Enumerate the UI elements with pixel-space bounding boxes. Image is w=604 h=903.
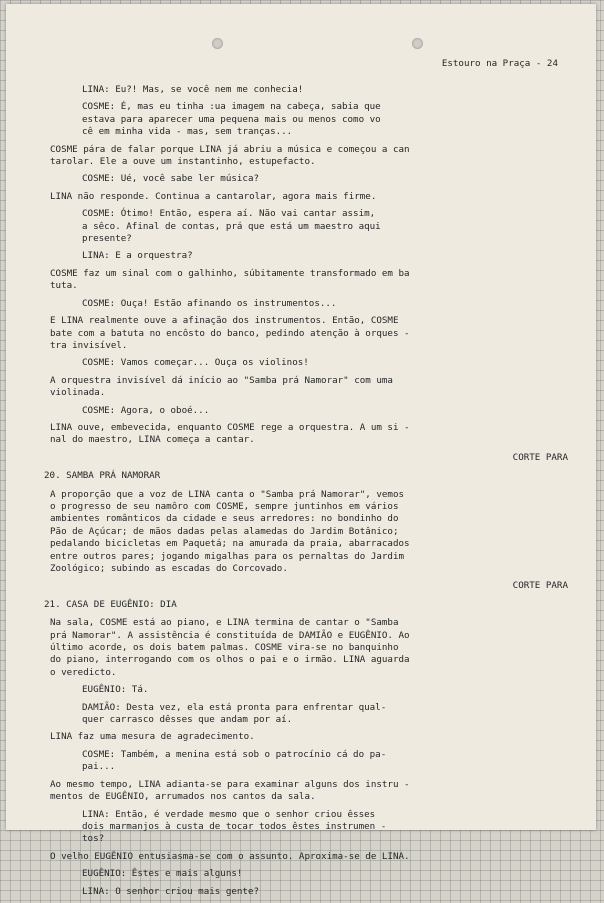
dialog-line: COSME: Vamos começar... Ouça os violinos! (82, 357, 309, 369)
action-line: LINA não responde. Continua a cantarolar, agora mais firme. (50, 190, 377, 202)
dialog-line: COSME: Ótimo! Então, espera aí. Não vai cantar assim, a sêco. Afinal de contas, prá que está um maestro aqui presente? (82, 208, 381, 245)
dialog-line: LINA: E a orquestra? (82, 250, 193, 262)
action-line: A orquestra invisível dá início ao "Samba prá Namorar" com uma violinada. (50, 374, 393, 399)
dialog-line: LINA: Então, é verdade mesmo que o senhor criou êsses dois marmanjos à custa de tocar todos êstes instrumen - tos? (82, 808, 387, 845)
script-body (44, 84, 568, 903)
action-line: A proporção que a voz de LINA canta o "Samba prá Namorar", vemos o progresso de seu namôro com COSME, sempre juntinhos em vários ambientes românticos da cidade e seus arredores: no bondinho do Pão de Açúcar; de mãos dadas pelas alamedas do Jardim Botânico; pedalando bicicletas em Paquetá; na amurada da praia, abarracados entre outros pares; jogando migalhas para os pernaltas do Jardim Zoológico; subindo as escadas do Corcovado. (50, 488, 410, 574)
action-line: O velho EUGÊNIO entusiasma-se com o assunto. Aproxima-se de LINA. (50, 850, 410, 862)
page-header: Estouro na Praça - 24 (441, 58, 558, 69)
action-line: COSME faz um sinal com o galhinho, súbitamente transformado em ba tuta. (50, 267, 410, 292)
punch-hole (212, 38, 223, 49)
dialog-line: LINA: O senhor criou mais gente? (82, 885, 260, 897)
dialog-line: EUGÊNIO: Êstes e mais alguns! (82, 868, 243, 880)
dialog-line: COSME: Também, a menina está sob o patrocínio cá do pa- pai... (82, 748, 387, 773)
dialog-line: COSME: É, mas eu tinha :ua imagem na cabeça, sabia que estava para aparecer uma pequena mais ou menos como vo cê em minha vida - mas, sem tranças... (82, 101, 381, 138)
dialog-line: COSME: Ouça! Estão afinando os instrumentos... (82, 297, 337, 309)
action-line: E LINA realmente ouve a afinação dos instrumentos. Então, COSME bate com a batuta no encôsto do banco, pedindo atenção à orques - tra invisível. (50, 315, 410, 351)
action-line: Na sala, COSME está ao piano, e LINA termina de cantar o "Samba prá Namorar". A assistência é constituída de DAMIÃO e EUGÊNIO. Ao último acorde, os dois batem palmas. COSME vira-se no banquinho do piano, interrogando com os olhos o pai e o irmão. LINA aguarda o veredicto. (50, 617, 410, 678)
action-line: LINA faz uma mesura de agradecimento. (50, 731, 255, 743)
script-page (6, 4, 596, 897)
transition-cut: CORTE PARA (512, 580, 568, 592)
action-line: COSME pára de falar porque LINA já abriu a música e começou a can tarolar. Ele a ouve um instantinho, estupefacto. (50, 143, 410, 168)
dialog-line: COSME: Agora, o oboé... (82, 404, 210, 416)
action-line: Ao mesmo tempo, LINA adianta-se para examinar alguns dos instru - mentos de EUGÊNIO, arrumados nos cantos da sala. (50, 778, 410, 803)
punch-hole (412, 38, 423, 49)
dialog-line: DAMIÃO: Desta vez, ela está pronta para enfrentar qual- quer carrasco dêsses que andam por aí. (82, 701, 387, 726)
scene-heading: 21. CASA DE EUGÊNIO: DIA (44, 598, 177, 610)
dialog-line: LINA: Eu?! Mas, se você nem me conhecia! (82, 84, 304, 95)
dialog-line: COSME: Ué, você sabe ler música? (82, 173, 260, 185)
scene-heading: 20. SAMBA PRÁ NAMORAR (44, 470, 161, 482)
transition-cut: CORTE PARA (512, 451, 568, 463)
dialog-line: EUGÊNIO: Tá. (82, 684, 149, 696)
action-line: LINA ouve, embevecida, enquanto COSME rege a orquestra. A um si - nal do maestro, LINA começa a cantar. (50, 421, 410, 446)
